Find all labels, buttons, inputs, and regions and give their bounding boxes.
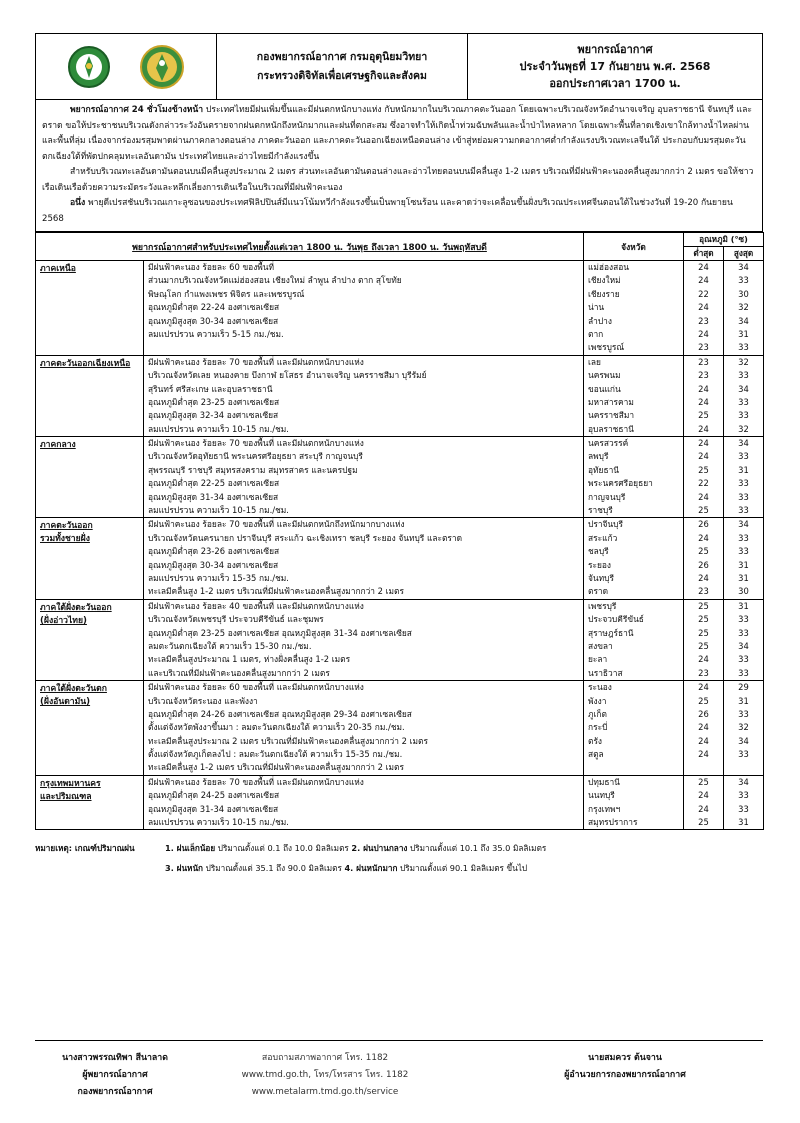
province-name: อุบลราชธานี — [588, 423, 634, 434]
forecast-line-cell — [144, 775, 584, 830]
forecast-line: มีฝนฟ้าคะนอง ร้อยละ 70 ของพื้นที่ และมีฝนตกหนักบางแห่ง — [148, 356, 364, 367]
note-label: หมายเหตุ: เกณฑ์ปริมาณฝน — [35, 843, 135, 854]
regional-forecast-table — [35, 232, 764, 830]
summary-text-1: ประเทศไทยมีฝนเพิ่มขึ้นและมีฝนตกหนักบางแห่ง กับหนักมากในบริเวณภาคตะวันออก โดยเฉพาะบริเวณจังหวัดอำนาจเจริญ อุบลราชธานี จันทบุรี และตราด ขอให้ประชาชนบริเวณดังกล่าวระวังอันตรายจากฝนตกหนักถึงหนักมากและฝนที่ตกสะสม ซึ่งอาจทำให้เกิดน้ำท่วมฉับพลันและน้ำป่าไหลหลาก โดยเฉพาะพื้นที่ลาดเชิงเขาใกล้ทางน้ำไหลผ่านและพื้นที่ลุ่ม เนื่องจากร่องมรสุมพาดผ่านภาคกลางตอนล่าง ภาคตะวันออก และภาคตะวันออกเฉียงเหนือตอนล่าง เข้าสู่หย่อมความกดอากาศต่ำกำลังแรงบริเวณทะเลจีนใต้ ประกอบกับมรสุมตะวันตกเฉียงใต้ที่พัดปกคลุมทะเลอันดามัน ประเทศไทยและอ่าวไทยมีกำลังแรงขึ้น — [42, 105, 752, 162]
min-temp: 25 — [698, 505, 709, 516]
province-name: ตาก — [588, 328, 604, 339]
rain-moderate-label: 2. ฝนปานกลาง — [351, 843, 408, 854]
summary-text-3: พายุดีเปรสชันบริเวณเกาะลูซอนของประเทศฟิลิปปินส์มีแนวโน้มทวีกำลังแรงขึ้นเป็นพายุโซนร้อน และคาดว่าจะเคลื่อนขึ้นฝั่งบริเวณประเทศจีนตอนใต้ในช่วงวันที่ 19-20 กันยายน 2568 — [42, 198, 733, 224]
table-title: พยากรณ์อากาศสำหรับประเทศไทยตั้งแต่เวลา 1800 น. วันพุธ ถึงเวลา 1800 น. วันพฤหัสบดี — [36, 233, 584, 261]
province-name: ชลบุรี — [588, 546, 609, 557]
forecaster-role: ผู้พยากรณ์อากาศ — [82, 1070, 148, 1080]
max-temp — [728, 761, 759, 774]
rain-moderate-text: ปริมาณตั้งแต่ 10.1 ถึง 35.0 มิลลิเมตร — [407, 843, 547, 854]
min-temp-header: ต่ำสุด — [684, 247, 724, 261]
max-temp: 31 — [738, 572, 749, 583]
min-temp: 23 — [698, 356, 709, 367]
region-name-line: กรุงเทพมหานคร — [40, 778, 101, 789]
region-row — [36, 775, 764, 830]
min-temp — [688, 761, 719, 774]
forecast-line: ตั้งแต่จังหวัดพังงาขึ้นมา : ลมตะวันตกเฉียงใต้ ความเร็ว 20-35 กม./ชม. — [148, 722, 405, 733]
province-name: ขอนแก่น — [588, 383, 621, 394]
province-name-cell — [584, 355, 684, 436]
province-name: นครสวรรค์ — [588, 438, 629, 449]
min-temp: 24 — [698, 451, 709, 462]
province-name-cell — [584, 599, 684, 680]
min-temp: 26 — [698, 708, 709, 719]
region-row — [36, 355, 764, 436]
province-name: เพชรบุรี — [588, 600, 617, 611]
province-name — [588, 761, 679, 774]
province-name: น่าน — [588, 302, 605, 313]
rain-heavy-label: 3. ฝนหนัก — [165, 863, 204, 874]
province-name: กระบี่ — [588, 722, 608, 733]
forecast-line: อุณหภูมิสูงสุด 30-34 องศาเซลเซียส — [148, 315, 279, 326]
forecast-line: อุณหภูมิสูงสุด 31-34 องศาเซลเซียส — [148, 491, 279, 502]
province-name: เชียงใหม่ — [588, 275, 621, 286]
forecast-line-cell — [144, 261, 584, 356]
min-temp: 24 — [698, 749, 709, 760]
director-block — [505, 1050, 745, 1084]
min-temp: 24 — [698, 275, 709, 286]
forecast-line: อุณหภูมิต่ำสุด 24-26 องศาเซลเซียส อุณหภูมิสูงสุด 29-34 องศาเซลเซียส — [148, 708, 412, 719]
province-name: ปราจีนบุรี — [588, 519, 623, 530]
region-name-line: ภาคใต้ฝั่งตะวันตก — [40, 684, 107, 695]
rain-light-text: ปริมาณตั้งแต่ 0.1 ถึง 10.0 มิลลิเมตร — [215, 843, 352, 854]
forecast-line-cell — [144, 437, 584, 518]
forecast-line: บริเวณจังหวัดเพชรบุรี ประจวบคีรีขันธ์ และชุมพร — [148, 614, 324, 625]
region-row — [36, 599, 764, 680]
forecast-line: อุณหภูมิต่ำสุด 24-25 องศาเซลเซียส — [148, 790, 280, 801]
min-temp: 24 — [698, 572, 709, 583]
note-line-1 — [35, 838, 763, 858]
min-temp: 23 — [698, 586, 709, 597]
min-temp: 23 — [698, 370, 709, 381]
min-temp: 25 — [698, 695, 709, 706]
max-temp: 32 — [738, 423, 749, 434]
min-temp: 25 — [698, 614, 709, 625]
region-name-line: ภาคตะวันออก — [40, 521, 93, 532]
min-temp: 23 — [698, 667, 709, 678]
logo-area — [36, 34, 217, 99]
min-temp: 24 — [698, 396, 709, 407]
max-temp: 34 — [738, 640, 749, 651]
region-name-line: และปริมณฑล — [40, 791, 92, 802]
max-temp: 33 — [738, 342, 749, 353]
ministry-name: กระทรวงดิจิทัลเพื่อเศรษฐกิจและสังคม — [257, 69, 427, 82]
min-temp: 25 — [698, 817, 709, 828]
note-line-2 — [35, 858, 763, 878]
max-temp: 31 — [738, 464, 749, 475]
max-temp-header: สูงสุด — [724, 247, 764, 261]
forecast-line: อุณหภูมิสูงสุด 32-34 องศาเซลเซียส — [148, 410, 279, 421]
min-temp: 24 — [698, 328, 709, 339]
max-temp: 33 — [738, 708, 749, 719]
min-temp: 25 — [698, 627, 709, 638]
max-temp: 32 — [738, 722, 749, 733]
rain-heavy-text: ปริมาณตั้งแต่ 35.1 ถึง 90.0 มิลลิเมตร — [203, 863, 345, 874]
forecast-line: มีฝนฟ้าคะนอง ร้อยละ 70 ของพื้นที่ และมีฝนตกหนักบางแห่ง — [148, 438, 364, 449]
summary-lead: พยากรณ์อากาศ 24 ชั่วโมงข้างหน้า — [70, 105, 204, 115]
forecaster-block — [35, 1050, 195, 1101]
max-temp: 31 — [738, 559, 749, 570]
forecast-line: ลมแปรปรวน ความเร็ว 15-35 กม./ชม. — [148, 572, 289, 583]
min-temp: 23 — [698, 342, 709, 353]
document-header — [35, 33, 763, 100]
forecast-document — [35, 33, 763, 878]
forecast-line: ทะเลมีคลื่นสูง 1-2 เมตร บริเวณที่มีฝนฟ้าคะนองคลื่นสูงมากกว่า 2 เมตร — [148, 586, 404, 597]
max-temp: 34 — [738, 262, 749, 272]
forecaster-dept: กองพยากรณ์อากาศ — [77, 1087, 153, 1097]
forecast-line: มีฝนฟ้าคะนอง ร้อยละ 70 ของพื้นที่ และมีฝนตกหนักบางแห่ง — [148, 776, 364, 787]
min-temp: 25 — [698, 546, 709, 557]
max-temp: 33 — [738, 410, 749, 421]
max-temp: 33 — [738, 505, 749, 516]
max-temp: 33 — [738, 667, 749, 678]
max-temp: 31 — [738, 817, 749, 828]
province-name: สตูล — [588, 749, 604, 760]
forecast-line — [148, 341, 579, 354]
province-name: ลพบุรี — [588, 451, 609, 462]
forecast-line: อุณหภูมิต่ำสุด 23-26 องศาเซลเซียส — [148, 546, 280, 557]
forecast-line: และบริเวณที่มีฝนฟ้าคะนองคลื่นสูงมากกว่า 2 เมตร — [148, 667, 330, 678]
province-name: พังงา — [588, 695, 607, 706]
max-temp: 29 — [738, 682, 749, 693]
forecast-line-cell — [144, 355, 584, 436]
summary-paragraph-2: สำหรับบริเวณทะเลอันดามันตอนบนมีคลื่นสูงประมาณ 2 เมตร ส่วนทะเลอันดามันตอนล่างและอ่าวไทยตอนบนมีคลื่นสูง 1-2 เมตร บริเวณที่มีฝนฟ้าคะนองคลื่นสูงมากกว่า 2 เมตร ขอให้ชาวเรือเดินเรือด้วยความระมัดระวังและหลีกเลี่ยงการเดินเรือในบริเวณที่มีฝนฟ้าคะนอง — [42, 167, 754, 193]
min-temp: 26 — [698, 519, 709, 530]
min-temp: 26 — [698, 559, 709, 570]
province-name-cell — [584, 681, 684, 776]
max-temp-cell — [724, 681, 764, 776]
forecast-line: บริเวณจังหวัดระนอง และพังงา — [148, 695, 258, 706]
max-temp: 30 — [738, 288, 749, 299]
min-temp-cell — [684, 599, 724, 680]
min-temp: 25 — [698, 640, 709, 651]
max-temp: 33 — [738, 749, 749, 760]
province-name: กาญจนบุรี — [588, 491, 626, 502]
forecast-line: ลมแปรปรวน ความเร็ว 10-15 กม./ชม. — [148, 423, 289, 434]
max-temp: 33 — [738, 370, 749, 381]
max-temp: 33 — [738, 654, 749, 665]
province-name: สมุทรปราการ — [588, 817, 638, 828]
summary-paragraph-1 — [42, 103, 756, 165]
province-name: เลย — [588, 356, 601, 367]
max-temp-cell — [724, 518, 764, 599]
max-temp: 31 — [738, 600, 749, 611]
min-temp: 24 — [698, 803, 709, 814]
province-name: จันทบุรี — [588, 572, 614, 583]
region-name-line: ภาคกลาง — [40, 440, 76, 451]
max-temp: 33 — [738, 546, 749, 557]
region-name — [36, 261, 144, 356]
tmd-logo — [67, 42, 111, 92]
province-name: ราชบุรี — [588, 505, 613, 516]
forecast-line: พิษณุโลก กำแพงเพชร พิจิตร และเพชรบูรณ์ — [148, 288, 305, 299]
region-name — [36, 437, 144, 518]
forecast-line: มีฝนฟ้าคะนอง ร้อยละ 40 ของพื้นที่ และมีฝนตกหนักบางแห่ง — [148, 600, 364, 611]
min-temp: 24 — [698, 262, 709, 272]
service-link[interactable]: www.metalarm.tmd.go.th/service — [251, 1087, 399, 1097]
min-temp: 24 — [698, 790, 709, 801]
min-temp: 24 — [698, 722, 709, 733]
max-temp: 33 — [738, 532, 749, 543]
max-temp-cell — [724, 355, 764, 436]
min-temp: 24 — [698, 423, 709, 434]
region-name-line: ภาคใต้ฝั่งตะวันออก — [40, 602, 112, 613]
province-name: พระนครศรีอยุธยา — [588, 478, 653, 489]
max-temp: 31 — [738, 328, 749, 339]
region-row — [36, 518, 764, 599]
min-temp-cell — [684, 355, 724, 436]
province-name-cell — [584, 437, 684, 518]
min-temp-cell — [684, 261, 724, 356]
forecast-line: อุณหภูมิสูงสุด 30-34 องศาเซลเซียส — [148, 559, 279, 570]
footer-divider — [35, 1040, 763, 1041]
max-temp: 32 — [738, 302, 749, 313]
max-temp: 33 — [738, 790, 749, 801]
contact-block — [210, 1050, 440, 1101]
rain-criteria-note — [35, 838, 763, 878]
forecast-line: ตั้งแต่จังหวัดภูเก็ตลงไป : ลมตะวันตกเฉียงใต้ ความเร็ว 15-35 กม./ชม. — [148, 749, 403, 760]
forecast-line: อุณหภูมิต่ำสุด 22-24 องศาเซลเซียส — [148, 302, 280, 313]
forecast-line: อุณหภูมิต่ำสุด 22-25 องศาเซลเซียส — [148, 478, 280, 489]
province-name: ตราด — [588, 586, 609, 597]
rain-very-heavy-label: 4. ฝนหนักมาก — [344, 863, 398, 874]
province-name-cell — [584, 775, 684, 830]
forecast-line: ลมแปรปรวน ความเร็ว 10-15 กม./ชม. — [148, 505, 289, 516]
ministry-logo — [139, 41, 185, 93]
province-name: นครราชสีมา — [588, 410, 635, 421]
min-temp: 24 — [698, 438, 709, 449]
forecast-line: อุณหภูมิสูงสุด 31-34 องศาเซลเซียส — [148, 803, 279, 814]
min-temp-cell — [684, 681, 724, 776]
forecast-line: บริเวณจังหวัดนครนายก ปราจีนบุรี สระแก้ว ฉะเชิงเทรา ชลบุรี ระยอง จันทบุรี และตราด — [148, 532, 463, 543]
province-name: แม่ฮ่องสอน — [588, 262, 630, 272]
forecaster-name: นางสาวพรรณทิพา สีนาลาด — [62, 1053, 168, 1063]
province-name: นครพนม — [588, 370, 621, 381]
min-temp: 25 — [698, 776, 709, 787]
rain-light-label: 1. ฝนเล็กน้อย — [165, 843, 216, 854]
max-temp: 33 — [738, 803, 749, 814]
document-title: พยากรณ์อากาศ — [577, 43, 653, 56]
region-row — [36, 437, 764, 518]
website-link[interactable]: www.tmd.go.th, โทร/โทรสาร โทร. 1182 — [241, 1070, 409, 1080]
province-name: สงขลา — [588, 640, 613, 651]
rain-very-heavy-text: ปริมาณตั้งแต่ 90.1 มิลลิเมตร ขึ้นไป — [397, 863, 528, 874]
province-name: ระยอง — [588, 559, 612, 570]
region-name — [36, 775, 144, 830]
province-name: อุทัยธานี — [588, 464, 619, 475]
min-temp-cell — [684, 518, 724, 599]
min-temp: 24 — [698, 302, 709, 313]
forecast-line: ทะเลมีคลื่นสูงประมาณ 1 เมตร, ห่างฝั่งคลื่นสูง 1-2 เมตร — [148, 654, 351, 665]
forecast-line: อุณหภูมิต่ำสุด 23-25 องศาเซลเซียส อุณหภูมิสูงสุด 31-34 องศาเซลเซียส — [148, 627, 412, 638]
forecast-line: สุรินทร์ ศรีสะเกษ และอุบลราชธานี — [148, 383, 273, 394]
forecast-line-cell — [144, 681, 584, 776]
province-name: สระแก้ว — [588, 532, 618, 543]
min-temp: 22 — [698, 478, 709, 489]
province-name: ปทุมธานี — [588, 776, 620, 787]
summary-note-lead: อนึ่ง — [70, 198, 86, 208]
max-temp: 32 — [738, 356, 749, 367]
max-temp: 31 — [738, 695, 749, 706]
forecast-line: มีฝนฟ้าคะนอง ร้อยละ 60 ของพื้นที่ และมีฝนตกหนักบางแห่ง — [148, 682, 364, 693]
province-name: นนทบุรี — [588, 790, 615, 801]
max-temp: 33 — [738, 275, 749, 286]
director-role: ผู้อำนวยการกองพยากรณ์อากาศ — [564, 1070, 686, 1080]
province-name: กรุงเทพฯ — [588, 803, 621, 814]
max-temp-cell — [724, 599, 764, 680]
forecast-line-cell — [144, 599, 584, 680]
forecast-line: ลมตะวันตกเฉียงใต้ ความเร็ว 15-30 กม./ชม. — [148, 640, 312, 651]
min-temp: 24 — [698, 383, 709, 394]
min-temp: 22 — [698, 288, 709, 299]
region-name — [36, 599, 144, 680]
province-name: เพชรบูรณ์ — [588, 342, 625, 353]
province-header: จังหวัด — [584, 233, 684, 261]
forecast-line: สุพรรณบุรี ราชบุรี สมุทรสงคราม สมุทรสาคร และนครปฐม — [148, 464, 358, 475]
max-temp: 33 — [738, 614, 749, 625]
hotline-text: สอบถามสภาพอากาศ โทร. 1182 — [261, 1053, 389, 1063]
forecast-line: มีฝนฟ้าคะนอง ร้อยละ 70 ของพื้นที่ และมีฝนตกหนักถึงหนักมากบางแห่ง — [148, 519, 405, 530]
min-temp: 24 — [698, 654, 709, 665]
max-temp: 33 — [738, 451, 749, 462]
max-temp: 34 — [738, 776, 749, 787]
forecast-line: ลมแปรปรวน ความเร็ว 10-15 กม./ชม. — [148, 817, 289, 828]
max-temp: 33 — [738, 491, 749, 502]
forecast-line: บริเวณจังหวัดอุทัยธานี พระนครศรีอยุธยา สระบุรี กาญจนบุรี — [148, 451, 363, 462]
forecast-line: ส่วนมากบริเวณจังหวัดแม่ฮ่องสอน เชียงใหม่ ลำพูน ลำปาง ตาก สุโขทัย — [148, 275, 402, 286]
province-name: ตรัง — [588, 735, 603, 746]
region-name — [36, 355, 144, 436]
province-name: เชียงราย — [588, 288, 620, 299]
forecast-summary — [35, 100, 763, 232]
header-title-block — [468, 34, 762, 99]
max-temp: 34 — [738, 383, 749, 394]
min-temp-cell — [684, 437, 724, 518]
forecast-line: มีฝนฟ้าคะนอง ร้อยละ 60 ของพื้นที่ — [148, 262, 275, 272]
province-name: ประจวบคีรีขันธ์ — [588, 614, 644, 625]
forecast-line: ทะเลมีคลื่นสูง 1-2 เมตร บริเวณที่มีฝนฟ้าคะนองคลื่นสูงมากกว่า 2 เมตร — [148, 762, 404, 773]
forecast-line: บริเวณจังหวัดเลย หนองคาย บึงกาฬ ยโสธร อำนาจเจริญ นครราชสีมา บุรีรัมย์ — [148, 370, 427, 381]
max-temp: 33 — [738, 396, 749, 407]
province-name: ลำปาง — [588, 315, 612, 326]
min-temp: 24 — [698, 682, 709, 693]
province-name: ยะลา — [588, 654, 608, 665]
region-name-line: รวมทั้งชายฝั่ง — [40, 534, 90, 545]
min-temp: 25 — [698, 600, 709, 611]
max-temp-cell — [724, 775, 764, 830]
department-name: กองพยากรณ์อากาศ กรมอุตุนิยมวิทยา — [256, 50, 428, 63]
province-name-cell — [584, 261, 684, 356]
region-name-line: ภาคเหนือ — [40, 264, 76, 274]
province-name: ระนอง — [588, 682, 612, 693]
province-name: สุราษฎร์ธานี — [588, 627, 634, 638]
header-department — [217, 34, 468, 99]
max-temp: 34 — [738, 519, 749, 530]
min-temp: 24 — [698, 532, 709, 543]
forecast-line: ทะเลมีคลื่นสูงประมาณ 2 เมตร บริเวณที่มีฝนฟ้าคะนองคลื่นสูงมากกว่า 2 เมตร — [148, 735, 428, 746]
temperature-header: อุณหภูมิ (°ซ) — [684, 233, 764, 247]
max-temp: 33 — [738, 627, 749, 638]
province-name: ภูเก็ต — [588, 708, 607, 719]
province-name: มหาสารคาม — [588, 396, 634, 407]
issue-time: ออกประกาศเวลา 1700 น. — [549, 77, 681, 90]
min-temp: 25 — [698, 464, 709, 475]
province-name: นราธิวาส — [588, 667, 623, 678]
max-temp: 33 — [738, 478, 749, 489]
summary-paragraph-3 — [42, 196, 756, 227]
forecast-line: ลมแปรปรวน ความเร็ว 5-15 กม./ชม. — [148, 328, 284, 339]
director-name: นายสมควร ต้นจาน — [588, 1053, 662, 1063]
max-temp-cell — [724, 261, 764, 356]
min-temp: 23 — [698, 315, 709, 326]
region-name — [36, 518, 144, 599]
region-name-line: ภาคตะวันออกเฉียงเหนือ — [40, 358, 131, 369]
max-temp: 34 — [738, 438, 749, 449]
issue-date: ประจำวันพุธที่ 17 กันยายน พ.ศ. 2568 — [519, 60, 711, 73]
max-temp-cell — [724, 437, 764, 518]
max-temp: 34 — [738, 315, 749, 326]
regions-body — [36, 261, 764, 830]
min-temp: 25 — [698, 410, 709, 421]
province-name-cell — [584, 518, 684, 599]
region-name — [36, 681, 144, 776]
max-temp: 34 — [738, 735, 749, 746]
min-temp-cell — [684, 775, 724, 830]
region-row — [36, 261, 764, 356]
region-row — [36, 681, 764, 776]
forecast-line-cell — [144, 518, 584, 599]
max-temp: 30 — [738, 586, 749, 597]
region-name-line: (ฝั่งอ่าวไทย) — [40, 615, 87, 626]
region-name-line: (ฝั่งอันดามัน) — [40, 697, 91, 708]
forecast-line: อุณหภูมิต่ำสุด 23-25 องศาเซลเซียส — [148, 396, 280, 407]
min-temp: 24 — [698, 491, 709, 502]
min-temp: 24 — [698, 735, 709, 746]
